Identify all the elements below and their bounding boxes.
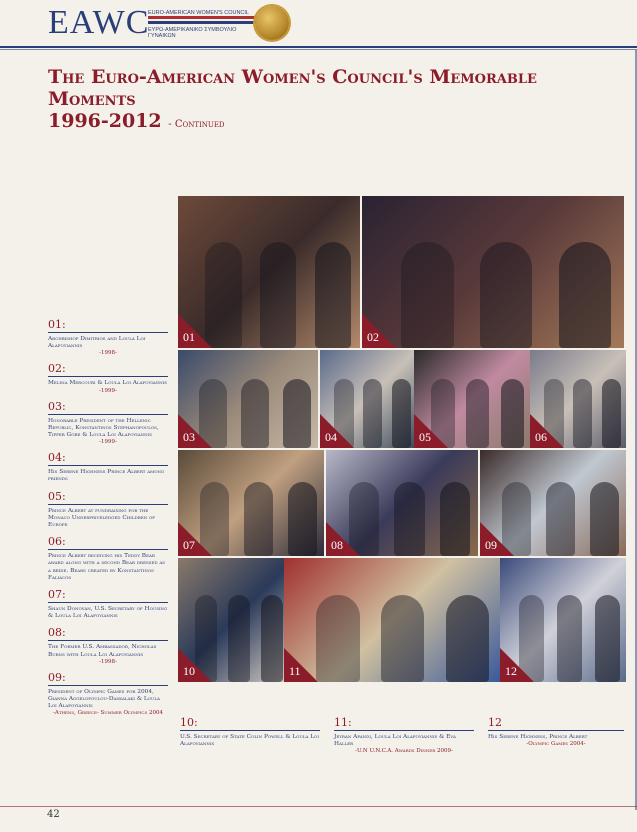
photo-number: 09 <box>485 538 497 552</box>
caption-text: Honorable President of the Hellenic Republic, Konstantinos Stephanopoulos, Tipper Gore & Loula Loi Alafoyiannis <box>48 417 159 439</box>
photo-04 <box>320 350 416 448</box>
photo-12 <box>500 558 626 682</box>
photo-03 <box>178 350 318 448</box>
caption-number: 01: <box>48 318 168 333</box>
photo-number: 12 <box>505 664 517 678</box>
caption-number: 05: <box>48 490 168 505</box>
caption-item <box>48 400 168 446</box>
photo-02 <box>362 196 624 348</box>
page-header <box>0 0 637 50</box>
caption-text: President of Olympic Games for 2004, Gianna Aggelopoulou-Daskalaki & Loula Loi Alafoyiannis <box>48 688 160 710</box>
photo-figure <box>559 242 611 348</box>
caption-item <box>48 535 168 582</box>
org-name-english <box>148 10 258 24</box>
caption-year: -Olympic Games 2004- <box>526 741 586 748</box>
page-number: 42 <box>47 809 60 820</box>
caption-item <box>48 588 168 620</box>
caption-year: -Athens, Greece- Summer Olympics 2004 <box>53 710 163 717</box>
photo-figure <box>446 595 489 682</box>
photo-figure <box>557 595 582 682</box>
caption-year: -1998- <box>99 658 117 665</box>
photo-number: 07 <box>183 538 195 552</box>
caption-item <box>488 716 624 747</box>
title-years: 1996-2012 <box>48 110 162 132</box>
photo-figure <box>381 595 424 682</box>
photo-05 <box>414 350 530 448</box>
photo-number: 11 <box>289 664 301 678</box>
photo-figure <box>316 595 359 682</box>
caption-text: Melina Mercouri & Loula Loi Alafoyiannis <box>48 380 167 387</box>
caption-year: -1999- <box>99 387 117 394</box>
caption-text: Prince Albert at fundraising for the Monaco Underpriveledged Children of Europe <box>48 507 156 529</box>
photo-figure <box>590 482 619 556</box>
photo-figure <box>261 595 283 682</box>
caption-text: U.S. Secretary of State Colin Powell & Loula Loi Alafoyiannis <box>180 734 319 748</box>
caption-number: 11: <box>334 716 474 731</box>
caption-year: -1999- <box>99 439 117 446</box>
caption-item <box>48 626 168 664</box>
gold-seal-icon <box>255 6 289 40</box>
photo-figure <box>315 242 351 348</box>
photo-06 <box>530 350 626 448</box>
photo-08 <box>326 450 478 556</box>
photo-number: 08 <box>331 538 343 552</box>
photo-figure <box>394 482 424 556</box>
photo-figure <box>283 379 311 448</box>
page-title <box>48 66 608 136</box>
photo-number: 06 <box>535 430 547 444</box>
org-name-english-text: EURO-AMERICAN WOMEN'S COUNCIL <box>148 10 258 19</box>
caption-number: 07: <box>48 588 168 603</box>
photo-11 <box>284 558 500 682</box>
photo-figure <box>480 242 532 348</box>
photo-number: 02 <box>367 330 379 344</box>
caption-year: -U.N U.N.C.A. Awards Dinner 2009- <box>355 748 453 755</box>
caption-item <box>48 490 168 530</box>
photo-09 <box>480 450 626 556</box>
caption-year: -1998- <box>99 350 117 357</box>
caption-text: Jeyran Afandi, Loula Loi Alafoyiannis & Eva Haller <box>334 734 456 748</box>
photo-figure <box>363 379 382 448</box>
photo-figure <box>595 595 620 682</box>
photo-figure <box>440 482 470 556</box>
caption-number: 08: <box>48 626 168 641</box>
photo-10 <box>178 558 288 682</box>
title-main: The Euro-American Women's Council's Memorable Moments <box>48 66 537 110</box>
caption-number: 04: <box>48 451 168 466</box>
caption-text: Archbishop Dimitrios and Loula Loi Alafoyiannis <box>48 336 146 350</box>
photo-number: 04 <box>325 430 337 444</box>
photo-number: 10 <box>183 664 195 678</box>
caption-column <box>48 318 168 722</box>
photo-figure <box>401 242 453 348</box>
photo-01 <box>178 196 360 348</box>
caption-item <box>334 716 474 754</box>
photo-07 <box>178 450 324 556</box>
caption-item <box>48 362 168 393</box>
org-name-greek: ΕΥΡΩ-ΑΜΕΡΙΚΑΝΙΚΟ ΣΥΜΒΟΥΛΙΟ ΓΥΝΑΙΚΩΝ <box>148 27 237 39</box>
caption-text: His Serene Highness, Prince Albert <box>488 734 588 740</box>
caption-number: 06: <box>48 535 168 550</box>
caption-text: Prince Albert receiving his Teddy Bear award along with a second Bear dressed as a bride. Bears created by Konstantinos Faliacos <box>48 553 165 581</box>
caption-item <box>180 716 320 748</box>
caption-number: 03: <box>48 400 168 415</box>
caption-text: The Former U.S. Ambassador, Nicholas Burns with Loula Loi Alafoyiannis <box>48 644 157 658</box>
photo-number: 03 <box>183 430 195 444</box>
caption-item <box>48 671 168 717</box>
photo-number: 05 <box>419 430 431 444</box>
photo-figure <box>228 595 250 682</box>
caption-number: 12 <box>488 716 624 731</box>
photo-figure <box>466 379 489 448</box>
caption-number: 09: <box>48 671 168 686</box>
caption-text: His Serene Highness Prince Albert among friends <box>48 469 165 483</box>
title-continued: - Continued <box>168 119 225 130</box>
photo-figure <box>260 242 296 348</box>
org-name-block <box>148 10 258 39</box>
caption-item <box>48 318 168 356</box>
photo-number: 01 <box>183 330 195 344</box>
caption-number: 10: <box>180 716 320 731</box>
photo-figure <box>546 482 575 556</box>
photo-figure <box>602 379 621 448</box>
photo-figure <box>241 379 269 448</box>
footer-rule <box>0 806 637 807</box>
header-rule <box>0 46 637 48</box>
photo-figure <box>244 482 273 556</box>
caption-item <box>48 451 168 483</box>
caption-number: 02: <box>48 362 168 377</box>
header-rule-thin <box>0 49 637 50</box>
photo-figure <box>392 379 411 448</box>
photo-collage <box>178 196 626 684</box>
photo-figure <box>501 379 524 448</box>
eawc-logo: EAWC <box>48 4 150 41</box>
caption-text: Shaun Donovan, U.S. Secretary of Housing & Loula Loi Alafoyiannis <box>48 606 168 620</box>
photo-figure <box>573 379 592 448</box>
photo-figure <box>288 482 317 556</box>
